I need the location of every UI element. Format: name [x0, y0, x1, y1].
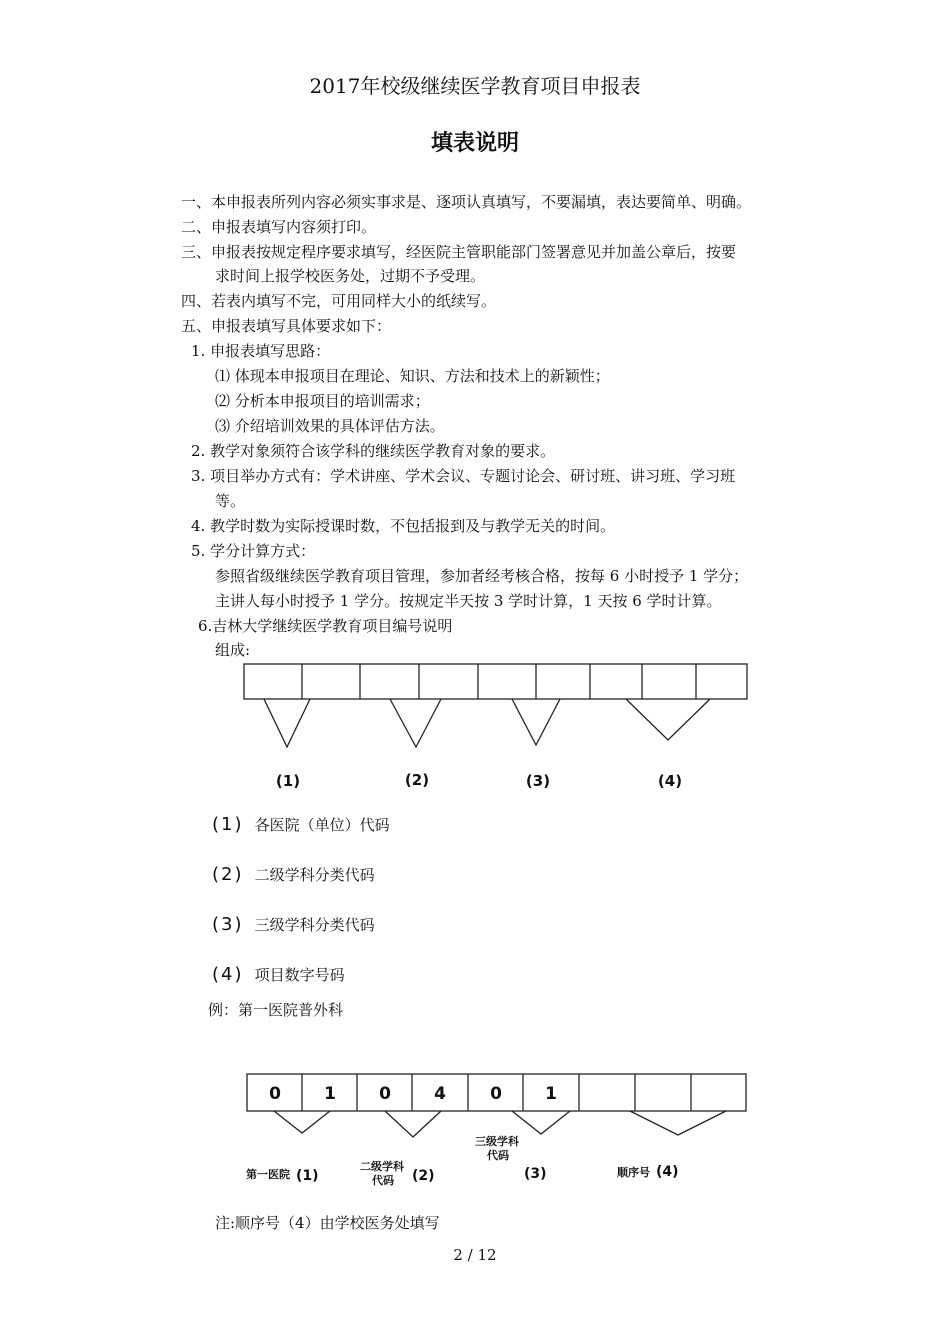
diagram-label-2: (2) [404, 771, 430, 789]
legend-item-4 [212, 964, 345, 985]
instruction-item-1: 一、本申报表所列内容必须实事求是、逐项认真填写，不要漏填，表达要简单、明确。 [181, 193, 752, 211]
diagram-label-1: (1) [275, 772, 301, 790]
sub-item-1a: ⑴ 体现本申报项目在理论、知识、方法和技术上的新颖性； [215, 367, 610, 385]
sub-item-4: 4. 教学时数为实际授课时数，不包括报到及与教学无关的时间。 [191, 517, 616, 535]
example-label-3-num: (3) [524, 1166, 547, 1182]
diagram-label-4: (4) [657, 772, 683, 790]
example-digit-1: 0 [269, 1084, 281, 1104]
instruction-item-2: 二、申报表填写内容须打印。 [181, 218, 377, 236]
example-bracket-1 [274, 1111, 330, 1133]
example-bracket-3 [512, 1111, 570, 1134]
example-digit-4: 4 [434, 1084, 446, 1104]
example-label-4-num: (4) [656, 1164, 679, 1180]
instruction-item-3-cont: 求时间上报学校医务处，过期不予受理。 [215, 267, 486, 285]
example-title: 例：第一医院普外科 [208, 1001, 344, 1019]
legend-num-1: (1) [212, 814, 244, 835]
legend-num-4: (4) [212, 964, 244, 985]
document-title: 2017年校级继续医学教育项目申报表 [309, 74, 641, 98]
legend-num-2: (2) [212, 864, 244, 885]
section-title: 填表说明 [430, 131, 519, 156]
legend-num-3: (3) [212, 914, 244, 935]
legend-item-3 [212, 914, 375, 935]
legend-text-1: 各医院（单位）代码 [254, 816, 390, 834]
legend-text-3: 三级学科分类代码 [254, 916, 375, 934]
sub-item-5a: 参照省级继续医学教育项目管理，参加者经考核合格，按每 6 小时授予 1 学分； [215, 567, 749, 585]
example-bracket-2 [385, 1111, 441, 1137]
sub-item-5: 5. 学分计算方式： [191, 542, 316, 560]
example-bracket-4 [630, 1111, 726, 1135]
example-digit-5: 0 [490, 1084, 502, 1104]
sub-item-6: 6.吉林大学继续医学教育项目编号说明 [198, 617, 453, 635]
example-label-1-text: 第一医院 [246, 1168, 290, 1181]
diagram-label-3: (3) [525, 772, 551, 790]
instruction-item-5: 五、申报表填写具体要求如下： [181, 317, 392, 335]
example-digit-3: 0 [379, 1084, 391, 1104]
legend-item-1 [212, 814, 390, 835]
bracket-3 [512, 699, 560, 745]
sub-item-3: 3. 项目举办方式有：学术讲座、学术会议、专题讨论会、研讨班、讲习班、学习班 [191, 467, 736, 485]
instruction-item-3: 三、申报表按规定程序要求填写，经医院主管职能部门签署意见并加盖公章后，按要 [181, 243, 737, 261]
example-label-2-num: (2) [412, 1168, 435, 1184]
sub-item-5b: 主讲人每小时授予 1 学分。按规定半天按 3 学时计算，1 天按 6 学时计算。 [215, 592, 722, 610]
sub-item-1: 1. 申报表填写思路： [191, 342, 331, 360]
example-label-3-line1: 三级学科 [475, 1135, 519, 1148]
instruction-item-4: 四、若表内填写不完，可用同样大小的纸续写。 [181, 292, 497, 310]
numbering-structure-diagram [240, 658, 752, 798]
sub-item-1c: ⑶ 介绍培训效果的具体评估方法。 [215, 417, 445, 435]
example-label-1-num: (1) [296, 1168, 319, 1184]
example-digit-6: 1 [545, 1084, 557, 1104]
legend-item-2 [212, 864, 375, 885]
sub-item-2: 2. 教学对象须符合该学科的继续医学教育对象的要求。 [191, 442, 556, 460]
bracket-4 [626, 699, 710, 740]
example-label-2-line1: 二级学科 [360, 1160, 404, 1173]
example-number-diagram [240, 1068, 752, 1198]
page-number: 2 / 12 [453, 1246, 497, 1264]
composition-label: 组成: [215, 641, 251, 659]
bracket-2 [390, 699, 441, 747]
sub-item-1b: ⑵ 分析本申报项目的培训需求； [215, 392, 430, 410]
example-digit-2: 1 [324, 1084, 336, 1104]
example-label-3-line2: 代码 [487, 1149, 509, 1162]
sub-item-3-cont: 等。 [215, 492, 246, 510]
legend-text-4: 项目数字号码 [254, 966, 345, 984]
note: 注:顺序号（4）由学校医务处填写 [215, 1214, 440, 1232]
example-label-2-line2: 代码 [372, 1174, 394, 1187]
example-label-4-text: 顺序号 [617, 1166, 650, 1179]
legend-text-2: 二级学科分类代码 [254, 866, 375, 884]
bracket-1 [264, 699, 310, 747]
